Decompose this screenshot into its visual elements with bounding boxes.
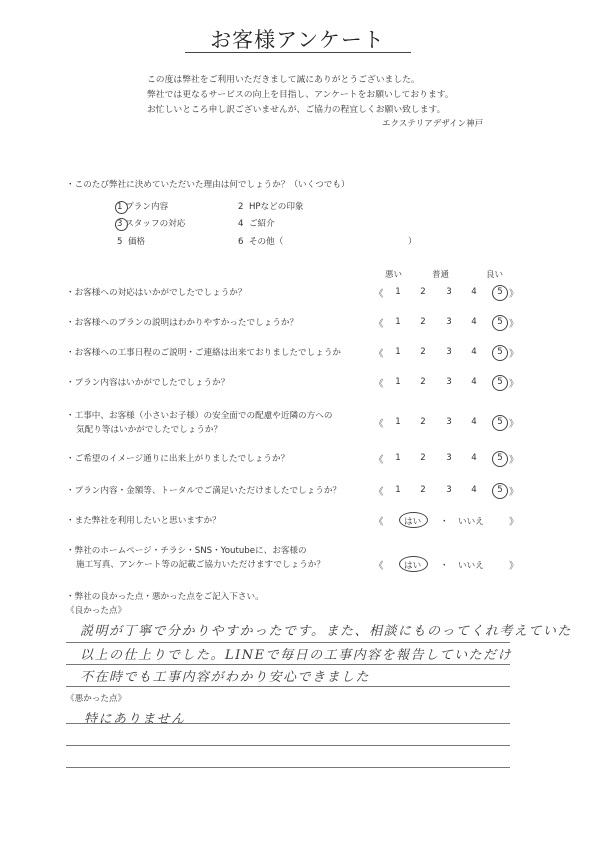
option-number: 5: [117, 237, 123, 247]
rating-option-3[interactable]: [442, 417, 456, 427]
rating-number: 3: [446, 347, 452, 357]
rating-option-3[interactable]: [442, 287, 456, 297]
bracket-close: 》: [509, 487, 519, 498]
rating-number: 4: [471, 287, 477, 297]
bracket-open: 《: [374, 487, 384, 498]
writing-line: [66, 664, 510, 665]
yesno-question-2-line-2: 施工写真、アンケート等の記載ご協力いただけますでしょうか？: [76, 560, 325, 570]
rating-option-4[interactable]: [467, 485, 481, 495]
yes-option[interactable]: [404, 515, 421, 527]
option-label: プラン内容: [125, 202, 169, 212]
rating-number: 4: [471, 377, 477, 387]
rating-question-5-line-2: 気配り等はいかがでしたでしょうか？: [76, 425, 223, 435]
scale-header-bad: 悪い: [385, 270, 403, 280]
rating-option-3[interactable]: [442, 485, 456, 495]
bracket-close: 》: [509, 319, 519, 330]
yesno-question-1-line-1: ・また弊社を利用したいと思いますか？: [66, 516, 221, 526]
rating-option-2[interactable]: [416, 485, 430, 495]
rating-option-5[interactable]: [493, 417, 507, 427]
bracket-close: 》: [509, 517, 519, 528]
selection-circle: [115, 218, 128, 231]
yesno-question-2-line-1: ・弊社のホームページ・チラシ・SNS・Youtubeに、お客様の: [66, 546, 307, 556]
selection-circle: [492, 285, 508, 301]
company-name: エクステリアデザイン神戸: [382, 119, 484, 129]
rating-question-3-line-1: ・お客様への工事日程のご説明・ご連絡は出来ておりましたでしょうか: [66, 348, 342, 358]
selection-circle: [492, 315, 508, 331]
rating-number: 5: [497, 377, 503, 387]
rating-question-2-line-1: ・お客様へのプランの説明はわかりやすかったでしょうか？: [66, 318, 299, 328]
bracket-open: 《: [374, 455, 384, 466]
rating-option-1[interactable]: [391, 317, 405, 327]
rating-number: 1: [395, 485, 401, 495]
rating-question-6-line-1: ・ご希望のイメージ通りに出来上がりましたでしょうか？: [66, 454, 290, 464]
no-option[interactable]: いいえ: [458, 561, 484, 571]
rating-question-7-line-1: ・プラン内容・金額等、トータルでご満足いただけましたでしょうか？: [66, 486, 342, 496]
bracket-close: 》: [509, 289, 519, 300]
rating-option-5[interactable]: [493, 377, 507, 387]
option-label: HPなどの印象: [248, 202, 304, 212]
bracket-open: 《: [374, 289, 384, 300]
yes-option[interactable]: [404, 559, 421, 571]
writing-line: [66, 745, 510, 746]
selection-circle: [115, 201, 128, 214]
yes-label: はい: [404, 517, 422, 527]
rating-number: 2: [420, 347, 426, 357]
q1-option-2[interactable]: [238, 200, 304, 212]
page-title: お客様アンケート: [210, 28, 385, 52]
good-point-line-3: 不在時でも工事内容がわかり安心できました: [80, 670, 371, 685]
good-point-line-1: 説明が丁寧で分かりやすかったです。また、相談にものってくれ考えていた: [80, 624, 572, 639]
bracket-open: 《: [374, 517, 384, 528]
writing-line: [66, 686, 510, 687]
rating-option-3[interactable]: [442, 317, 456, 327]
rating-option-1[interactable]: [391, 485, 405, 495]
rating-number: 4: [471, 453, 477, 463]
option-number: 6: [238, 237, 244, 247]
q1-option-1[interactable]: [117, 200, 168, 212]
rating-option-2[interactable]: [416, 287, 430, 297]
bracket-open: 《: [374, 379, 384, 390]
rating-number: 4: [471, 417, 477, 427]
rating-option-1[interactable]: [391, 287, 405, 297]
q1-option-5[interactable]: [117, 235, 145, 247]
rating-option-3[interactable]: [442, 453, 456, 463]
rating-number: 3: [446, 453, 452, 463]
selection-circle: [399, 512, 428, 528]
option-label: 価格: [127, 237, 146, 247]
rating-number: 4: [471, 485, 477, 495]
good-point-line-2: 以上の仕上りでした。LINEで毎日の工事内容を報告していただけ: [80, 648, 513, 663]
q1-option-3[interactable]: [117, 217, 185, 229]
bracket-close: 》: [509, 561, 519, 572]
option-separator: ・: [440, 561, 449, 571]
rating-question-4-line-1: ・プラン内容はいかがでしたでしょうか？: [66, 378, 230, 388]
bracket-close: 》: [509, 455, 519, 466]
rating-number: 5: [497, 485, 503, 495]
comment-prompt: ・弊社の良かった点・悪かった点をご記入下さい。: [66, 592, 264, 602]
bad-points-heading: 《悪かった点》: [66, 694, 127, 704]
rating-number: 2: [420, 453, 426, 463]
option-label: その他（: [248, 237, 284, 247]
rating-number: 5: [497, 453, 503, 463]
rating-number: 4: [471, 347, 477, 357]
rating-number: 2: [420, 485, 426, 495]
rating-option-2[interactable]: [416, 317, 430, 327]
bracket-open: 《: [374, 319, 384, 330]
rating-option-4[interactable]: [467, 317, 481, 327]
rating-number: 2: [420, 417, 426, 427]
rating-option-1[interactable]: [391, 417, 405, 427]
option-label: ご紹介: [248, 219, 275, 229]
title-underline: [185, 52, 411, 53]
no-option[interactable]: いいえ: [458, 517, 484, 527]
rating-option-3[interactable]: [442, 347, 456, 357]
rating-number: 1: [395, 287, 401, 297]
scale-header-good: 良い: [486, 270, 504, 280]
option-label: スタッフの対応: [125, 219, 186, 229]
q1-option-4[interactable]: [238, 217, 275, 229]
bad-point-line-1: 特にありません: [84, 712, 186, 727]
q1-question: ・このたび弊社に決めていただいた理由は何でしょうか？（いくつでも）: [66, 180, 350, 190]
intro-line-2: 弊社では更なるサービスの向上を目指し、アンケートをお願いしております。: [147, 90, 454, 100]
rating-question-1-line-1: ・お客様への対応はいかがでしたでしょうか？: [66, 288, 247, 298]
rating-number: 3: [446, 485, 452, 495]
writing-line: [66, 767, 510, 768]
rating-option-4[interactable]: [467, 377, 481, 387]
bracket-close: 》: [509, 379, 519, 390]
option-number: 1: [117, 202, 123, 212]
rating-option-4[interactable]: [467, 347, 481, 357]
rating-number: 4: [471, 317, 477, 327]
selection-circle: [492, 415, 508, 431]
rating-option-5[interactable]: [493, 287, 507, 297]
rating-number: 5: [497, 317, 503, 327]
bracket-open: 《: [374, 419, 384, 430]
rating-number: 3: [446, 287, 452, 297]
rating-number: 1: [395, 417, 401, 427]
rating-number: 3: [446, 377, 452, 387]
bracket-close: 》: [509, 349, 519, 360]
bracket-open: 《: [374, 561, 384, 572]
intro-line-3: お忙しいところ申し訳ございませんが、ご協力の程宜しくお願い致します。: [147, 105, 446, 115]
rating-option-5[interactable]: [493, 317, 507, 327]
rating-option-3[interactable]: [442, 377, 456, 387]
option-number: 4: [238, 219, 244, 229]
rating-option-2[interactable]: [416, 347, 430, 357]
rating-number: 1: [395, 453, 401, 463]
rating-number: 5: [497, 347, 503, 357]
rating-option-4[interactable]: [467, 417, 481, 427]
selection-circle: [492, 483, 508, 499]
rating-number: 3: [446, 317, 452, 327]
rating-number: 3: [446, 417, 452, 427]
rating-question-5-line-1: ・工事中、お客様（小さいお子様）の安全面での配慮や近隣の方への: [66, 411, 333, 421]
q1-option-6-close: ）: [408, 237, 417, 247]
rating-number: 2: [420, 317, 426, 327]
rating-option-2[interactable]: [416, 417, 430, 427]
selection-circle: [399, 556, 428, 572]
rating-option-4[interactable]: [467, 287, 481, 297]
selection-circle: [492, 451, 508, 467]
rating-number: 2: [420, 287, 426, 297]
writing-line: [66, 642, 510, 643]
rating-number: 2: [420, 377, 426, 387]
rating-option-2[interactable]: [416, 377, 430, 387]
option-separator: ・: [440, 517, 449, 527]
rating-option-5[interactable]: [493, 453, 507, 463]
intro-line-1: この度は弊社をご利用いただきまして誠にありがとうございました。: [147, 75, 420, 85]
rating-option-1[interactable]: [391, 453, 405, 463]
bracket-close: 》: [509, 419, 519, 430]
selection-circle: [492, 345, 508, 361]
rating-option-5[interactable]: [493, 485, 507, 495]
option-number: 3: [117, 219, 123, 229]
bracket-open: 《: [374, 349, 384, 360]
rating-option-5[interactable]: [493, 347, 507, 357]
q1-option-6[interactable]: [238, 235, 283, 247]
rating-number: 1: [395, 347, 401, 357]
rating-option-1[interactable]: [391, 377, 405, 387]
rating-option-2[interactable]: [416, 453, 430, 463]
selection-circle: [492, 375, 508, 391]
scale-header-normal: 普通: [432, 270, 450, 280]
writing-line: [66, 723, 510, 724]
rating-number: 1: [395, 317, 401, 327]
option-number: 2: [238, 202, 244, 212]
rating-option-4[interactable]: [467, 453, 481, 463]
good-points-heading: 《良かった点》: [66, 606, 127, 616]
rating-option-1[interactable]: [391, 347, 405, 357]
rating-number: 5: [497, 287, 503, 297]
yes-label: はい: [404, 561, 422, 571]
rating-number: 1: [395, 377, 401, 387]
rating-number: 5: [497, 417, 503, 427]
